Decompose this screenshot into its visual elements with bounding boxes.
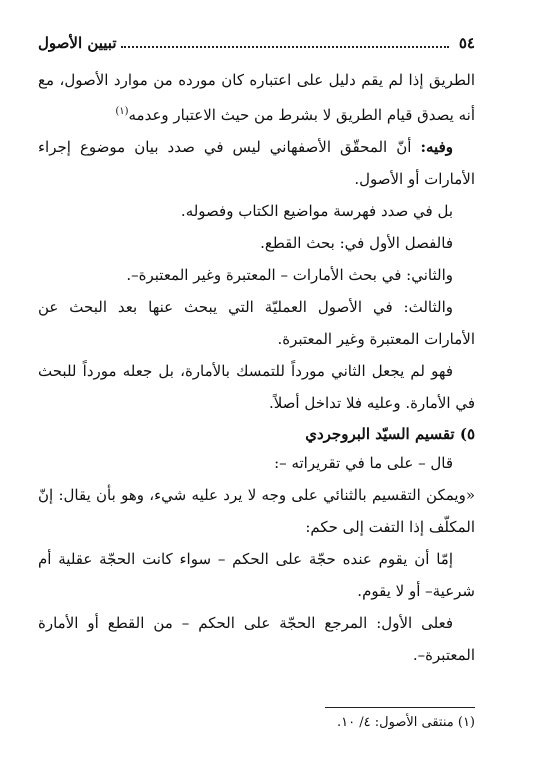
footnote: (١) منتقى الأصول: ٤/ ١٠.: [337, 715, 475, 730]
paragraph-text: أنّ المحقّق الأصفهاني ليس في صدد بيان موضوع إجراء الأمارات أو الأصول.: [38, 138, 475, 188]
paragraph: بل في صدد فهرسة مواضيع الكتاب وفصوله.: [180, 202, 453, 220]
paragraph: فهو لم يجعل الثاني مورداً للتمسك بالأمارة، بل جعله مورداً للبحث في الأمارة. وعليه فلا تداخل أصلاً.: [38, 362, 475, 412]
quote-paragraph: «ويمكن التقسيم بالثنائي على وجه لا يرد عليه شيء، وهو بأن يقال: إنّ المكلّف إذا التفت إلى حكم:: [38, 486, 475, 536]
section-heading: ٥) تقسيم السيّد البروجردي: [305, 425, 475, 443]
header-dot-leader: [121, 46, 449, 48]
paragraph-text: الطريق إذا لم يقم دليل على اعتباره كان مورده من موارد الأصول، مع أنه يصدق قيام الطريق لا بشرط من حيث الاعتبار وعدمه: [38, 71, 475, 124]
footnote-marker: (١): [115, 106, 129, 117]
paragraph: [38, 131, 475, 195]
paragraph: [38, 64, 475, 131]
paragraph: والثاني: في بحث الأمارات – المعتبرة وغير المعتبرة–.: [126, 266, 453, 284]
page-number: ٥٤: [458, 34, 475, 52]
paragraph: قال – على ما في تقريراته –:: [274, 454, 453, 472]
running-header: [38, 32, 475, 54]
paragraph: فالفصل الأول في: بحث القطع.: [260, 234, 453, 252]
paragraph-lead: وفيه:: [420, 138, 453, 156]
paragraph: والثالث: في الأصول العمليّة التي يبحث عنها بعد البحث عن الأمارات المعتبرة وغير المعتبرة.: [38, 298, 475, 348]
paragraph: إمّا أن يقوم عنده حجّة على الحكم – سواء كانت الحجّة عقلية أم شرعية– أو لا يقوم.: [38, 550, 475, 600]
main-text: [38, 64, 475, 671]
book-title: تبيين الأصول: [38, 34, 117, 52]
footnote-separator: [325, 707, 475, 708]
paragraph: فعلى الأول: المرجع الحجّة على الحكم – من القطع أو الأمارة المعتبرة–.: [38, 614, 475, 664]
